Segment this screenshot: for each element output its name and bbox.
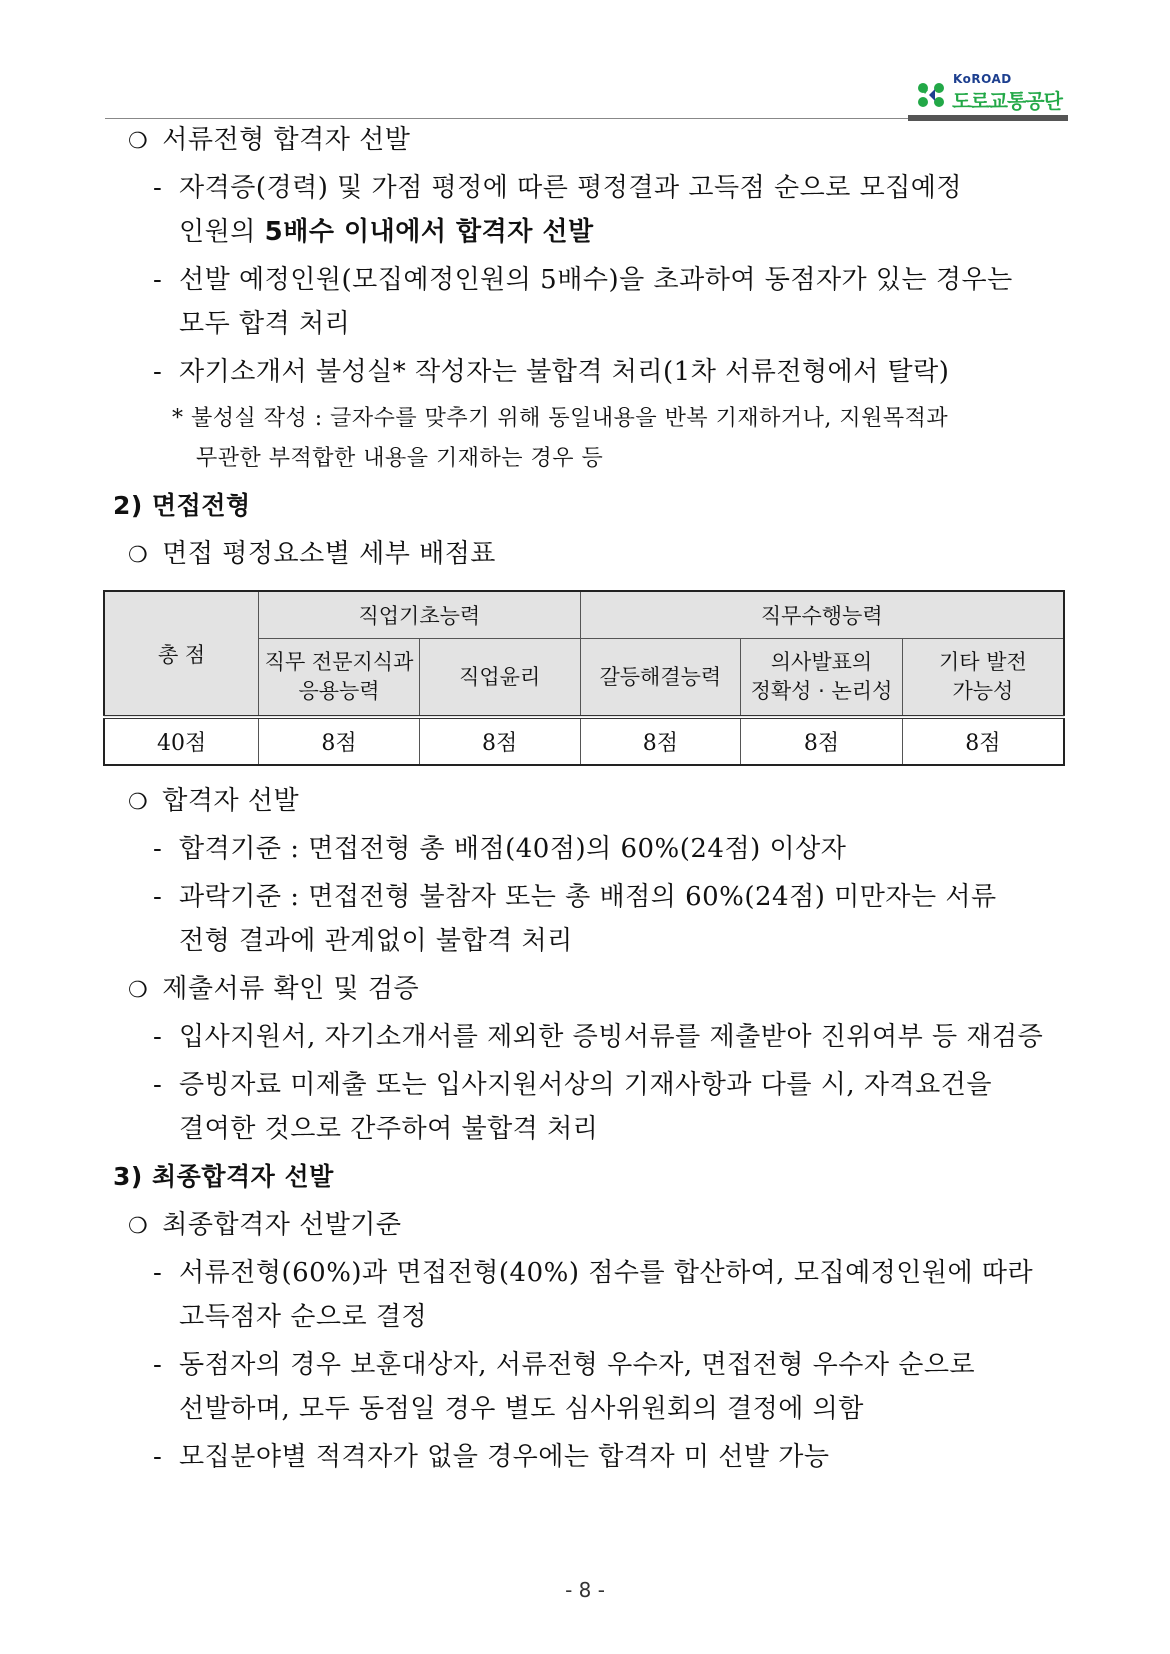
- circle-bullet-icon: ❍: [128, 978, 149, 1003]
- list-item: - 입사지원서, 자기소개서를 제외한 증빙서류를 제출받아 진위여부 등 재검증: [153, 1022, 1044, 1052]
- cell-value: 8점: [419, 717, 580, 765]
- list-item-continuation: 인원의 5배수 이내에서 합격자 선발: [179, 217, 594, 247]
- list-item: - 서류전형(60%)과 면접전형(40%) 점수를 합산하여, 모집예정인원에 따라: [153, 1258, 1034, 1288]
- list-item: - 자기소개서 불성실* 작성자는 불합격 처리(1차 서류전형에서 탈락): [153, 357, 950, 387]
- list-item-continuation: 결여한 것으로 간주하여 불합격 처리: [179, 1114, 599, 1144]
- list-item: - 모집분야별 적격자가 없을 경우에는 합격자 미 선발 가능: [153, 1442, 830, 1472]
- cell-value: 8점: [741, 717, 903, 765]
- list-item-continuation: 고득점자 순으로 결정: [179, 1302, 428, 1332]
- emphasis-text: 5배수 이내에서 합격자 선발: [264, 217, 594, 247]
- cell-value: 8점: [580, 717, 741, 765]
- list-item: - 증빙자료 미제출 또는 입사지원서상의 기재사항과 다를 시, 자격요건을: [153, 1070, 992, 1100]
- logo-text-ko: 도로교통공단: [952, 89, 1062, 113]
- list-item: - 과락기준 : 면접전형 불참자 또는 총 배점의 60%(24점) 미만자는 서류: [153, 882, 997, 912]
- koroad-logo: [915, 72, 1065, 112]
- header-col-ethics: 직업윤리: [419, 639, 580, 718]
- bullet-final-criteria: ❍ 최종합격자 선발기준: [128, 1210, 402, 1240]
- header-col-conflict: 갈등해결능력: [580, 639, 741, 718]
- list-item-continuation: 모두 합격 처리: [179, 309, 351, 339]
- list-item: - 합격기준 : 면접전형 총 배점(40점)의 60%(24점) 이상자: [153, 834, 847, 864]
- table-row: [104, 717, 1064, 765]
- list-item: - 자격증(경력) 및 가점 평정에 따른 평정결과 고득점 순으로 모집예정: [153, 173, 963, 203]
- table-header-row: [104, 591, 1064, 639]
- list-item-continuation: 전형 결과에 관계없이 불합격 처리: [179, 926, 573, 956]
- cell-total: 40점: [104, 717, 259, 765]
- footnote: * 불성실 작성 : 글자수를 맞추기 위해 동일내용을 반복 기재하거나, 지원목적과: [172, 406, 949, 431]
- clover-logo-icon: [915, 80, 949, 110]
- list-item: - 동점자의 경우 보훈대상자, 서류전형 우수자, 면접전형 우수자 순으로: [153, 1350, 976, 1380]
- bullet-document-screening: ❍ 서류전형 합격자 선발: [128, 125, 411, 155]
- header-col-knowledge: 직무 전문지식과 응용능력: [259, 639, 420, 718]
- cell-value: 8점: [259, 717, 420, 765]
- header-col-potential: 기타 발전 가능성: [902, 639, 1064, 718]
- circle-bullet-icon: ❍: [128, 1214, 149, 1239]
- page-number: - 8 -: [565, 1578, 605, 1602]
- header-total: 총 점: [104, 591, 259, 717]
- bullet-score-table: ❍ 면접 평정요소별 세부 배점표: [128, 539, 496, 569]
- list-item: - 선발 예정인원(모집예정인원의 5배수)을 초과하여 동점자가 있는 경우는: [153, 265, 1013, 295]
- bullet-document-verification: ❍ 제출서류 확인 및 검증: [128, 974, 420, 1004]
- header-accent-bar: [908, 115, 1068, 121]
- header-group-job: 직무수행능력: [580, 591, 1064, 639]
- circle-bullet-icon: ❍: [128, 543, 149, 568]
- circle-bullet-icon: ❍: [128, 129, 149, 154]
- cell-value: 8점: [902, 717, 1064, 765]
- section-heading-interview: 2) 면접전형: [113, 491, 251, 520]
- header-col-expression: 의사발표의 정확성 · 논리성: [741, 639, 903, 718]
- circle-bullet-icon: ❍: [128, 790, 149, 815]
- footnote-continuation: 무관한 부적합한 내용을 기재하는 경우 등: [196, 446, 604, 471]
- header-group-basic: 직업기초능력: [259, 591, 580, 639]
- section-heading-final: 3) 최종합격자 선발: [113, 1162, 334, 1191]
- logo-text-en: KoROAD: [953, 72, 1012, 86]
- interview-score-table: [103, 590, 1065, 766]
- bullet-pass-selection: ❍ 합격자 선발: [128, 786, 300, 816]
- list-item-continuation: 선발하며, 모두 동점일 경우 별도 심사위원회의 결정에 의함: [179, 1394, 864, 1424]
